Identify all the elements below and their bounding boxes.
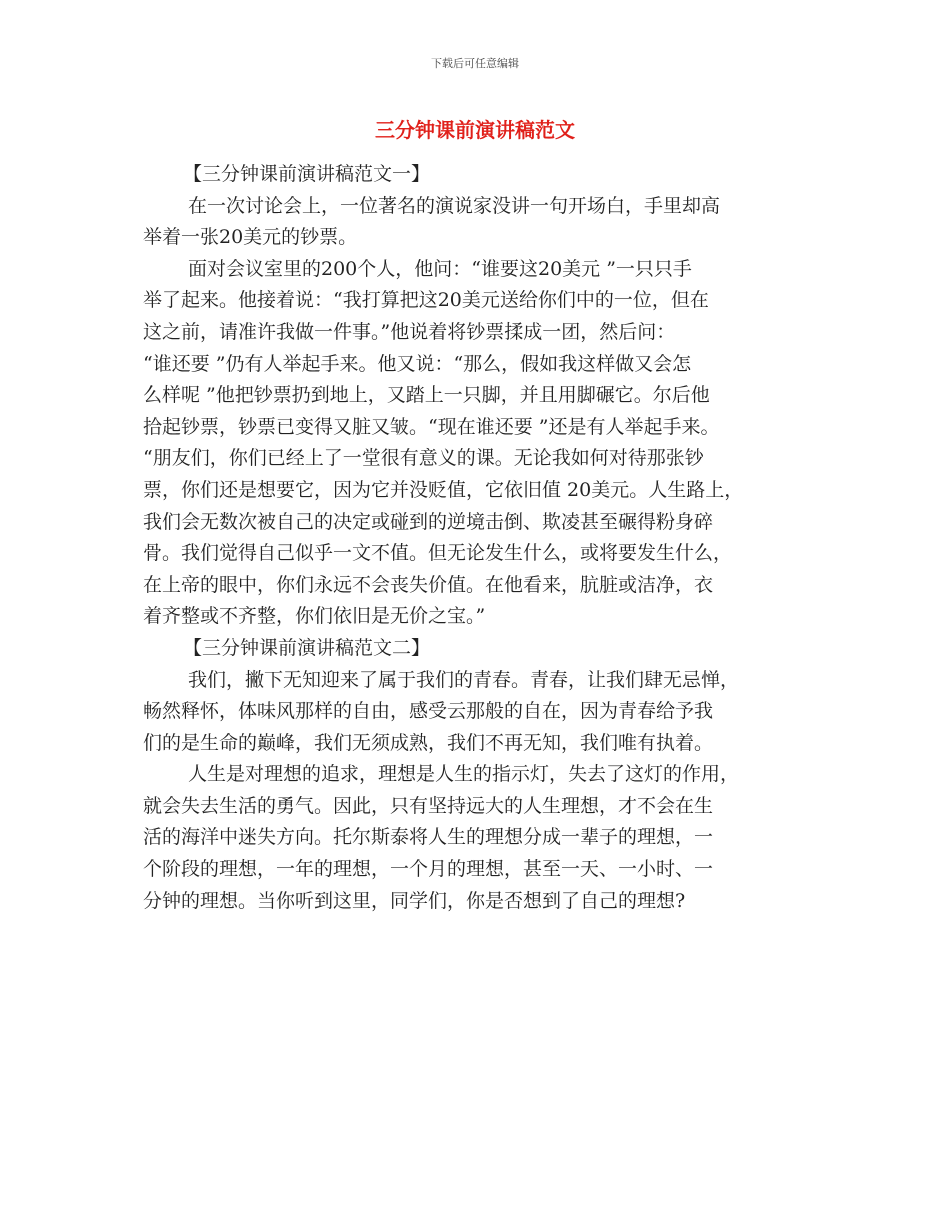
text-line: 畅然释怀，体味风那样的自由，感受云那般的自在，因为青春给予我 xyxy=(143,700,714,723)
text-line: 【三分钟课前演讲稿范文二】 xyxy=(183,636,431,659)
text-line: “朋友们，你们已经上了一堂很有意义的课。无论我如何对待那张钞 xyxy=(143,447,704,470)
document-body xyxy=(143,159,823,917)
text-line: 举了起来。他接着说：“我打算把这20美元送给你们中的一位，但在 xyxy=(143,289,709,312)
text-line: 就会失去生活的勇气。因此，只有坚持远大的人生理想，才不会在生 xyxy=(143,794,714,817)
text-line: 面对会议室里的200个人，他问：“谁要这20美元 ”一只只手 xyxy=(188,257,692,280)
page-header-note: 下载后可任意编辑 xyxy=(431,57,519,70)
text-line: 活的海洋中迷失方向。托尔斯泰将人生的理想分成一辈子的理想，一 xyxy=(143,826,714,849)
text-line: 们的是生命的巅峰，我们无须成熟，我们不再无知，我们唯有执着。 xyxy=(143,731,714,754)
text-line: 我们，撇下无知迎来了属于我们的青春。青春，让我们肆无忌惮， xyxy=(188,668,740,691)
text-line: 着齐整或不齐整，你们依旧是无价之宝。” xyxy=(143,605,486,628)
text-line: 人生是对理想的追求，理想是人生的指示灯，失去了这灯的作用， xyxy=(188,763,740,786)
text-line: “谁还要 ”仍有人举起手来。他又说：“那么，假如我这样做又会怎 xyxy=(143,352,692,375)
text-line: 分钟的理想。当你听到这里，同学们，你是否想到了自己的理想? xyxy=(143,889,686,912)
text-line: 么样呢 ”他把钞票扔到地上，又踏上一只脚，并且用脚碾它。尔后他 xyxy=(143,384,710,407)
text-line: 我们会无数次被自己的决定或碰到的逆境击倒、欺凌甚至碾得粉身碎 xyxy=(143,510,714,533)
text-line: 个阶段的理想，一年的理想，一个月的理想，甚至一天、一小时、一 xyxy=(143,858,714,881)
text-line: 这之前，请准许我做一件事。”他说着将钞票揉成一团，然后问： xyxy=(143,320,676,343)
text-line: 【三分钟课前演讲稿范文一】 xyxy=(183,163,431,185)
text-line: 在一次讨论会上，一位著名的演说家没讲一句开场白，手里却高 xyxy=(188,194,721,217)
document-title: 三分钟课前演讲稿范文 xyxy=(375,118,575,142)
text-line: 拾起钞票，钞票已变得又脏又皱。“现在谁还要 ”还是有人举起手来。 xyxy=(143,415,720,438)
text-line: 举着一张20美元的钞票。 xyxy=(143,226,358,249)
text-line: 骨。我们觉得自己似乎一文不值。但无论发生什么，或将要发生什么， xyxy=(143,542,733,565)
text-line: 在上帝的眼中，你们永远不会丧失价值。在他看来，肮脏或洁净，衣 xyxy=(143,573,714,596)
text-line: 票，你们还是想要它，因为它并没贬值，它依旧值 20美元。人生路上， xyxy=(143,478,744,501)
